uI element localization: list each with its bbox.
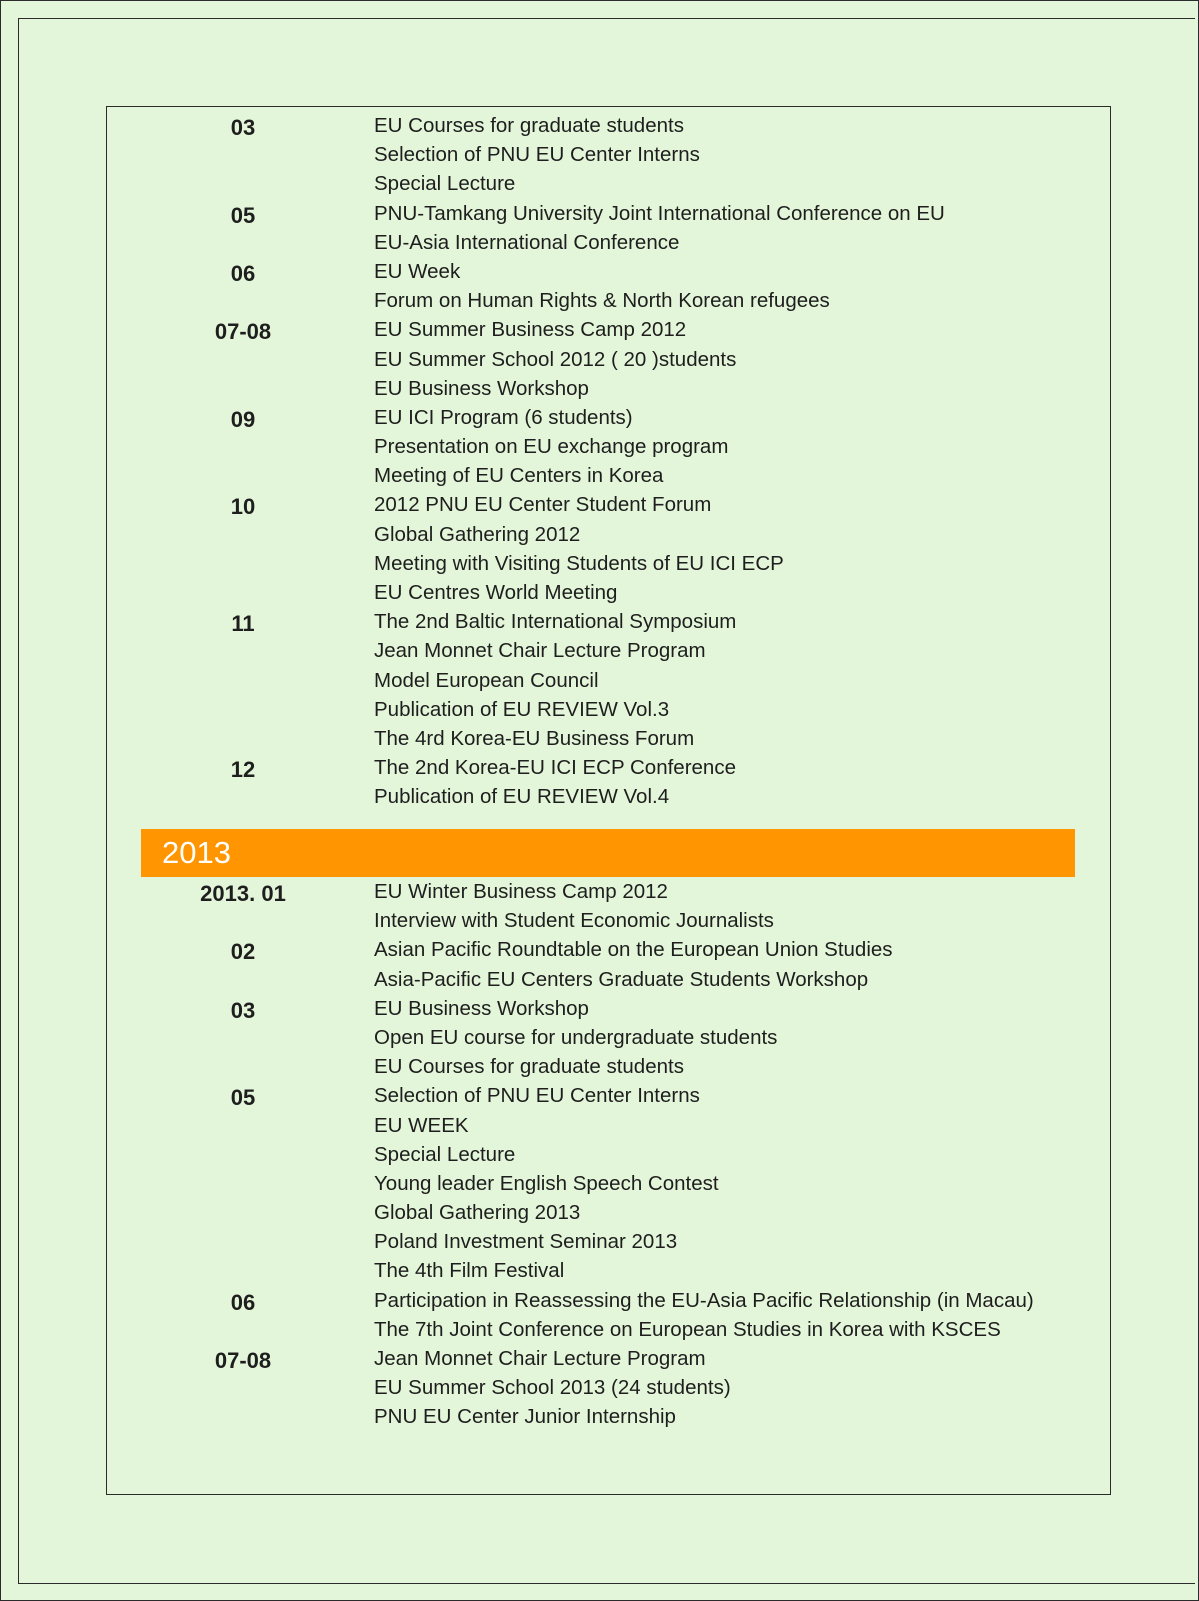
- event-text: Jean Monnet Chair Lecture Program: [374, 1347, 706, 1370]
- event-text: Global Gathering 2012: [374, 522, 581, 546]
- month-label: 12: [230, 757, 256, 783]
- month-label: 06: [230, 260, 256, 286]
- event-text: Global Gathering 2013: [374, 1201, 581, 1225]
- event-text: EU-Asia International Conference: [374, 230, 680, 254]
- event-text: The 2nd Korea-EU ICI ECP Conference: [374, 756, 736, 780]
- year-label: 2013: [162, 835, 231, 870]
- event-text: The 7th Joint Conference on European Studies in Korea with KSCES: [374, 1317, 1001, 1341]
- event-text: Meeting with Visiting Students of EU ICI ECP: [374, 551, 784, 575]
- event-text: PNU-Tamkang University Joint International Conference on EU: [374, 201, 945, 225]
- month-label: 06: [230, 1289, 256, 1315]
- event-text: Publication of EU REVIEW Vol.4: [374, 785, 670, 809]
- event-text: The 4rd Korea-EU Business Forum: [374, 726, 695, 750]
- event-text: EU Business Workshop: [374, 376, 589, 400]
- event-text: EU Winter Business Camp 2012: [374, 880, 668, 903]
- event-text: Special Lecture: [374, 1142, 516, 1166]
- event-text: Meeting of EU Centers in Korea: [374, 464, 664, 488]
- event-text: The 2nd Baltic International Symposium: [374, 610, 737, 634]
- month-label: 2013. 01: [200, 881, 286, 906]
- month-label: 05: [230, 1085, 256, 1111]
- event-text: Interview with Student Economic Journalists: [374, 909, 774, 933]
- event-text: EU WEEK: [374, 1113, 469, 1137]
- event-text: Open EU course for undergraduate students: [374, 1025, 778, 1049]
- event-text: Model European Council: [374, 668, 599, 692]
- event-text: Special Lecture: [374, 172, 516, 196]
- event-text: Jean Monnet Chair Lecture Program: [374, 639, 706, 663]
- event-text: EU Summer School 2013 (24 students): [374, 1376, 731, 1400]
- event-text: Young leader English Speech Contest: [374, 1171, 719, 1195]
- event-text: EU Centres World Meeting: [374, 581, 618, 604]
- month-label: 11: [231, 611, 255, 637]
- event-text: EU Summer School 2012 ( 20 )students: [374, 347, 737, 371]
- event-text: Selection of PNU EU Center Interns: [374, 1084, 700, 1108]
- event-text: EU Courses for graduate students: [374, 114, 684, 137]
- event-text: PNU EU Center Junior Internship: [374, 1405, 676, 1429]
- month-label: 10: [230, 494, 256, 520]
- event-text: EU Week: [374, 259, 461, 283]
- year-header-bar: [141, 829, 1075, 877]
- month-label: 05: [230, 202, 256, 228]
- event-text: EU Summer Business Camp 2012: [374, 318, 687, 342]
- event-text: Publication of EU REVIEW Vol.3: [374, 697, 670, 721]
- event-text: Asian Pacific Roundtable on the European Union Studies: [374, 938, 893, 962]
- month-label: 07-08: [214, 1348, 272, 1373]
- event-text: EU Courses for graduate students: [374, 1055, 684, 1079]
- month-label: 09: [230, 406, 256, 432]
- event-text: Poland Investment Seminar 2013: [374, 1230, 678, 1254]
- event-text: 2012 PNU EU Center Student Forum: [374, 493, 712, 517]
- event-text: Forum on Human Rights & North Korean refugees: [374, 289, 830, 313]
- month-label: 03: [230, 115, 256, 140]
- event-text: EU Business Workshop: [374, 996, 589, 1020]
- month-label: 02: [230, 939, 256, 965]
- event-text: EU ICI Program (6 students): [374, 405, 633, 429]
- event-text: Asia-Pacific EU Centers Graduate Students Workshop: [374, 967, 869, 991]
- month-label: 07-08: [214, 319, 272, 345]
- month-label: 03: [230, 997, 256, 1023]
- event-text: Presentation on EU exchange program: [374, 435, 729, 459]
- event-text: Selection of PNU EU Center Interns: [374, 143, 700, 167]
- event-text: Participation in Reassessing the EU-Asia Pacific Relationship (in Macau): [374, 1288, 1034, 1312]
- event-text: The 4th Film Festival: [374, 1259, 565, 1283]
